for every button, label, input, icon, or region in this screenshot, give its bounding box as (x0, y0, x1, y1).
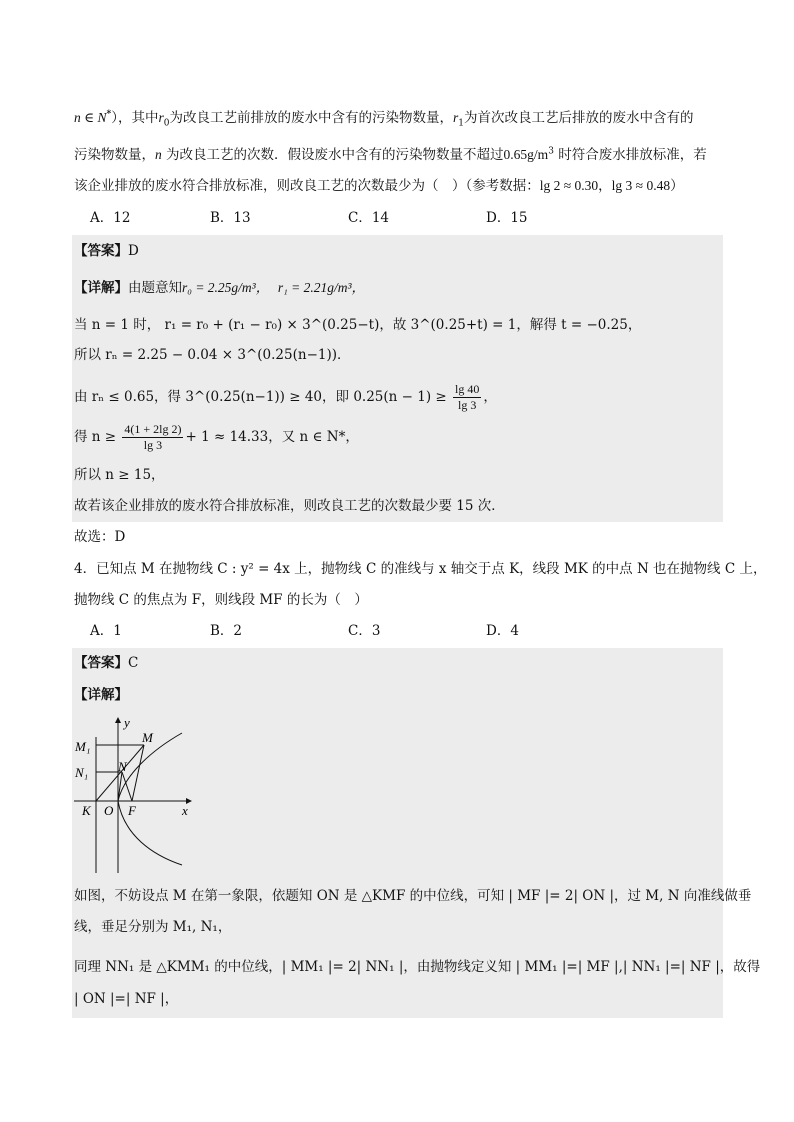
q3-option-a: A．12 (90, 210, 131, 226)
parabola-figure (72, 715, 192, 877)
q3-detail-line-5: 得 n ≥ $\frac{4(1 + 2\lg 2)}{\lg 3}$ + 1 ≈ 14.33，又 n ∈ N*， (74, 422, 359, 452)
q4-detail-label: 【详解】 (74, 687, 128, 703)
label-o: O (104, 803, 114, 818)
parabola-curve (118, 733, 182, 865)
fraction-lg40-lg3: $\frac{\lg 40}{\lg 3}$ (454, 382, 480, 412)
q4-option-a: A．1 (90, 623, 122, 639)
label-m1: M₁ (75, 739, 91, 754)
y-axis-arrow-icon (115, 717, 121, 723)
segment-o-n (118, 772, 122, 801)
q4-detail-para-1: 如图，不妨设点 M 在第一象限，依题知 ON 是 △KMF 的中位线，可知 | MF |= 2| ON |，过 M, N 向准线做垂 (74, 888, 752, 904)
q3-detail-line-2: 当 n = 1 时， r₁ = r₀ + (r₁ − r₀) × 3^(0.25−t)，故 3^(0.25+t) = 1，解得 t = −0.25， (74, 317, 642, 333)
n-in-N-star: n ∈ N (74, 110, 107, 125)
q3-option-d: D．15 (486, 210, 528, 226)
q4-option-b: B．2 (210, 623, 243, 639)
q3-detail-line-1: 【详解】由题意知r₀ = 2.25g/m³， r₁ = 2.21g/m³， (74, 280, 366, 296)
q3-detail-line-4: 由 rₙ ≤ 0.65，得 3^(0.25(n−1)) ≥ 40，即 0.25(n − 1) ≥ $\frac{\lg 40}{\lg 3}$ ， (74, 382, 497, 412)
label-n1: N₁ (75, 765, 89, 780)
q4-detail-para-3: 同理 NN₁ 是 △KMM₁ 的中位线，| MM₁ |= 2| NN₁ |，由抛物线定义知 | MM₁ |=| MF |,| NN₁ |=| NF |，故得 (74, 959, 761, 975)
q3-choice-line: 故选：D (74, 529, 126, 545)
q3-answer-line: 【答案】D (74, 243, 139, 259)
q3-stem-line-2: 污染物数量，n 为改良工艺的次数．假设废水中含有的污染物数量不超过$0.65g/m^3$ 时符合废水排放标准，若 (74, 146, 707, 163)
q3-detail-line-6: 所以 n ≥ 15， (74, 467, 165, 483)
label-m: M (142, 730, 153, 745)
q4-option-c: C．3 (348, 623, 381, 639)
label-k: K (82, 803, 91, 818)
q4-detail-para-2: 线，垂足分别为 M₁, N₁， (74, 919, 232, 935)
q4-answer-value: C (128, 655, 139, 671)
q3-stem-line-1: n ∈ N*），其中$r_0$为改良工艺前排放的废水中含有的污染物数量，$r_1$为首次改良工艺后排放的废水中含有的 (74, 109, 694, 129)
q4-option-d: D．4 (486, 623, 519, 639)
q3-answer-value: D (128, 243, 139, 259)
q3-detail-line-7: 故若该企业排放的废水符合排放标准，则改良工艺的次数最少要 15 次． (74, 498, 505, 514)
label-y: y (124, 715, 130, 730)
q4-stem-line-1: 4．已知点 M 在抛物线 C : y² = 4x 上，抛物线 C 的准线与 x 轴交于点 K，线段 MK 的中点 N 也在抛物线 C 上， (74, 561, 767, 577)
parabola-diagram (72, 715, 192, 877)
q4-detail-para-4: | ON |=| NF |， (74, 991, 179, 1007)
q3-option-c: C．14 (348, 210, 390, 226)
label-n: N (118, 759, 127, 774)
segment-m-f (132, 745, 144, 801)
q3-stem-line-3: 该企业排放的废水符合排放标准，则改良工艺的次数最少为（ ）（参考数据：lg 2 ≈ 0.30，lg 3 ≈ 0.48） (74, 178, 684, 194)
label-x: x (182, 803, 188, 818)
label-f: F (128, 803, 136, 818)
q3-detail-line-3: 所以 rₙ = 2.25 − 0.04 × 3^(0.25(n−1))． (74, 347, 351, 363)
q3-option-b: B．13 (210, 210, 251, 226)
q4-answer-line: 【答案】C (74, 655, 139, 671)
q4-stem-line-2: 抛物线 C 的焦点为 F，则线段 MF 的长为（ ） (74, 592, 368, 608)
fraction-4-1-2lg2-lg3: $\frac{4(1 + 2\lg 2)}{\lg 3}$ (124, 422, 182, 452)
